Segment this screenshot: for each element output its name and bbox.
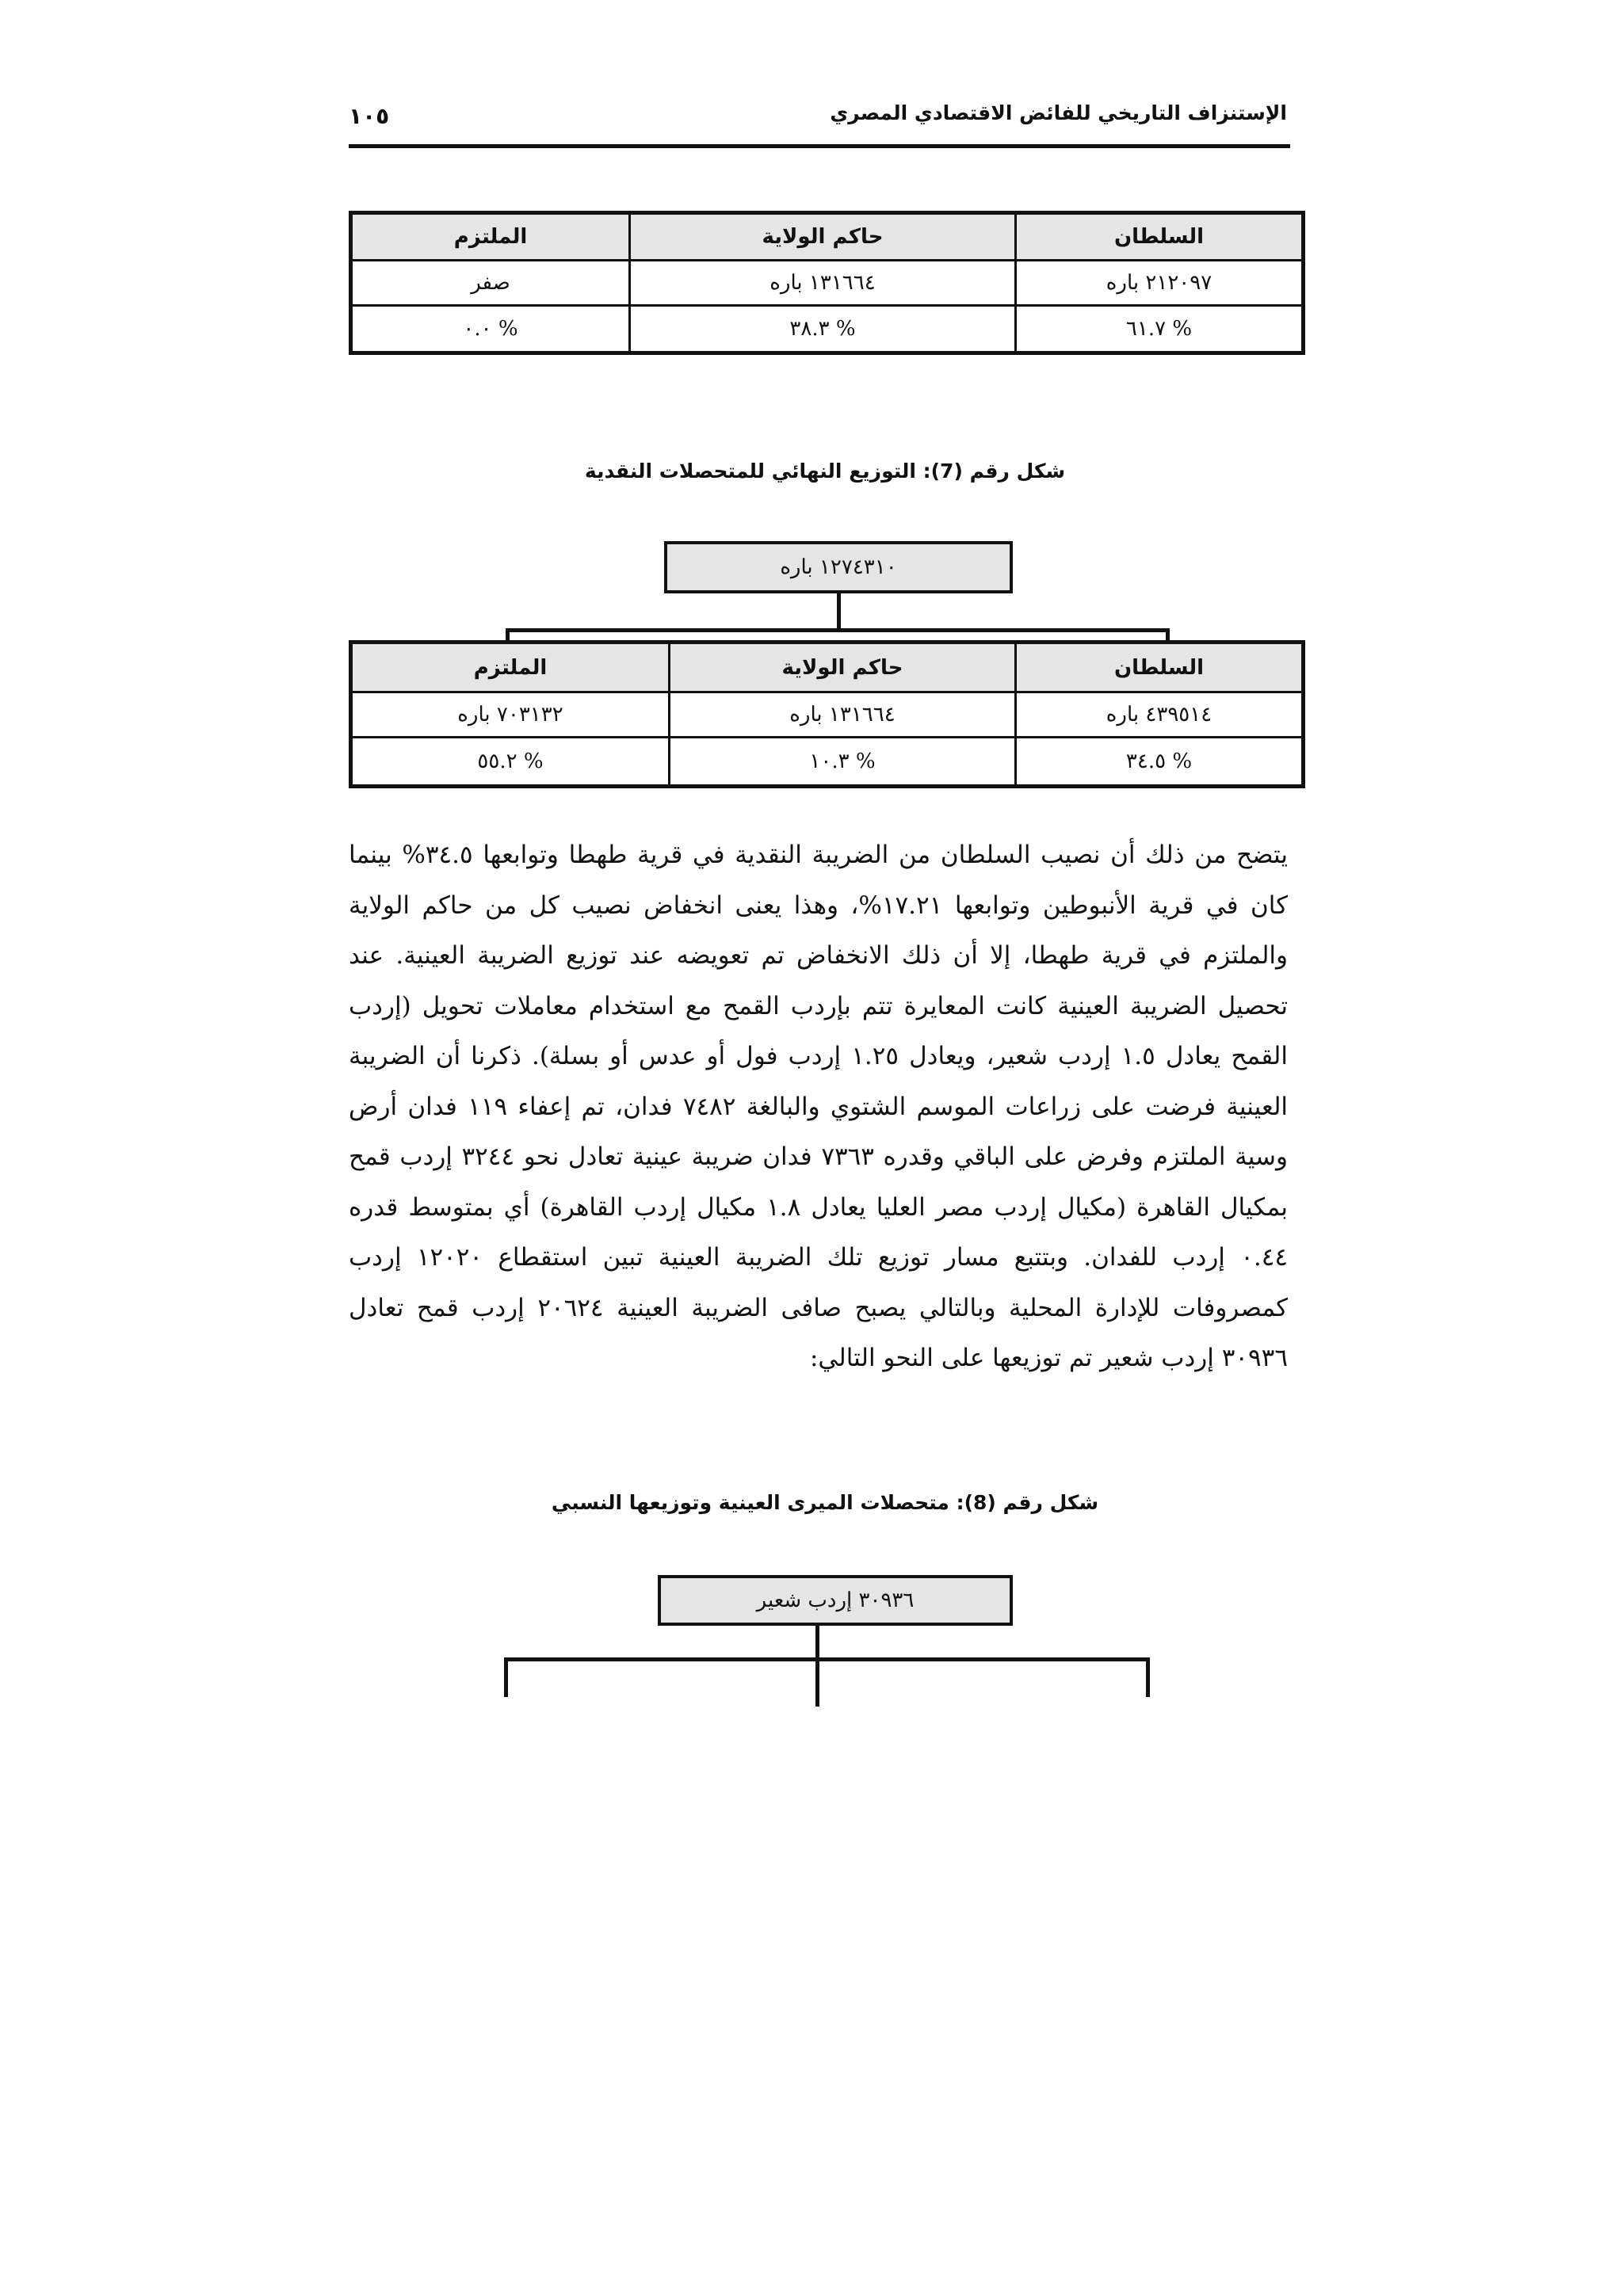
cell-governor-amount: ١٣١٦٦٤ باره: [630, 261, 1016, 306]
figure7-stem: [837, 593, 841, 631]
header-sultan: السلطان: [1016, 643, 1304, 692]
figure7-branch-bar: [506, 628, 1170, 632]
table-row: [351, 306, 1304, 353]
cell-governor-percent: % ٣٨.٣: [630, 306, 1016, 353]
body-paragraph: [349, 830, 1288, 1384]
paragraph-text: يتضح من ذلك أن نصيب السلطان من الضريبة النقدية في قرية طهطا وتوابعها ٣٤.٥% بينما كان في قرية الأنبوطين وتوابعها ١٧.٢١%، وهذا يعنى انخفاض نصيب كل من حاكم الولاية والملتزم في قرية طهطا، إلا أن ذلك الانخفاض تم تعويضه عند توزيع الضريبة العينية. عند تحصيل الضريبة العينية كانت المعايرة تتم بإردب القمح مع استخدام معاملات تحويل (إردب القمح يعادل ١.٥ إردب شعير، ويعادل ١.٢٥ إردب فول أو عدس أو بسلة). ذكرنا أن الضريبة العينية فرضت على زراعات الموسم الشتوي والبالغة ٧٤٨٢ فدان، تم إعفاء ١١٩ فدان أرض وسية الملتزم وفرض على الباقي وقدره ٧٣٦٣ فدان ضريبة عينية تعادل نحو ٣٢٤٤ إردب قمح بمكيال القاهرة (مكيال إردب مصر العليا يعادل ١.٨ مكيال إردب القاهرة) أي بمتوسط قدره ٠.٤٤ إردب للفدان. وبتتبع مسار توزيع تلك الضريبة العينية تبين استقطاع ١٢٠٢٠ إردب كمصروفات للإدارة المحلية وبالتالي يصبح صافى الضريبة العينية ٢٠٦٢٤ إردب قمح تعادل ٣٠٩٣٦ إردب شعير تم توزيعها على النحو التالي:: [349, 841, 1289, 1372]
cell-governor-amount: ١٣١٦٦٤ باره: [670, 692, 1016, 738]
table-row: [351, 692, 1304, 738]
cell-multazim-percent: % ٥٥.٢: [351, 738, 670, 787]
header-multazim: الملتزم: [351, 643, 670, 692]
cell-multazim-amount: ٧٠٣١٣٢ باره: [351, 692, 670, 738]
figure8-branch-left: [504, 1657, 508, 1697]
figure7-root-box: ١٢٧٤٣١٠ باره: [664, 541, 1013, 593]
distribution-table: [349, 211, 1305, 355]
cell-sultan-percent: % ٣٤.٥: [1016, 738, 1304, 787]
table-header-row: [351, 643, 1304, 692]
page-number: ١٠٥: [349, 103, 390, 129]
cell-sultan-percent: % ٦١.٧: [1016, 306, 1304, 353]
figure8-branch-right: [1146, 1657, 1150, 1697]
figure7-caption: شكل رقم (7): التوزيع النهائي للمتحصلات النقدية: [584, 460, 1066, 482]
table-row: [351, 261, 1304, 306]
table-row: [351, 738, 1304, 787]
cell-sultan-amount: ٤٣٩٥١٤ باره: [1016, 692, 1304, 738]
cell-governor-percent: % ١٠.٣: [670, 738, 1016, 787]
cell-multazim-percent: % ٠.٠: [351, 306, 630, 353]
table-header-row: [351, 213, 1304, 261]
header-governor: حاكم الولاية: [670, 643, 1016, 692]
header-rule: [349, 144, 1290, 148]
figure8-branch-bar: [504, 1657, 1150, 1661]
header-sultan: السلطان: [1016, 213, 1304, 261]
running-title: الإستنزاف التاريخي للفائض الاقتصادي المصري: [830, 101, 1287, 124]
header-multazim: الملتزم: [351, 213, 630, 261]
figure8-caption: شكل رقم (8): متحصلات الميرى العينية وتوزيعها النسبي: [551, 1491, 1099, 1514]
cell-sultan-amount: ٢١٢٠٩٧ باره: [1016, 261, 1304, 306]
figure8-stem: [815, 1626, 819, 1707]
figure8-root-box: ٣٠٩٣٦ إردب شعير: [658, 1575, 1013, 1626]
cell-multazim-amount: صفر: [351, 261, 630, 306]
figure7-table: [349, 640, 1305, 788]
header-governor: حاكم الولاية: [630, 213, 1016, 261]
